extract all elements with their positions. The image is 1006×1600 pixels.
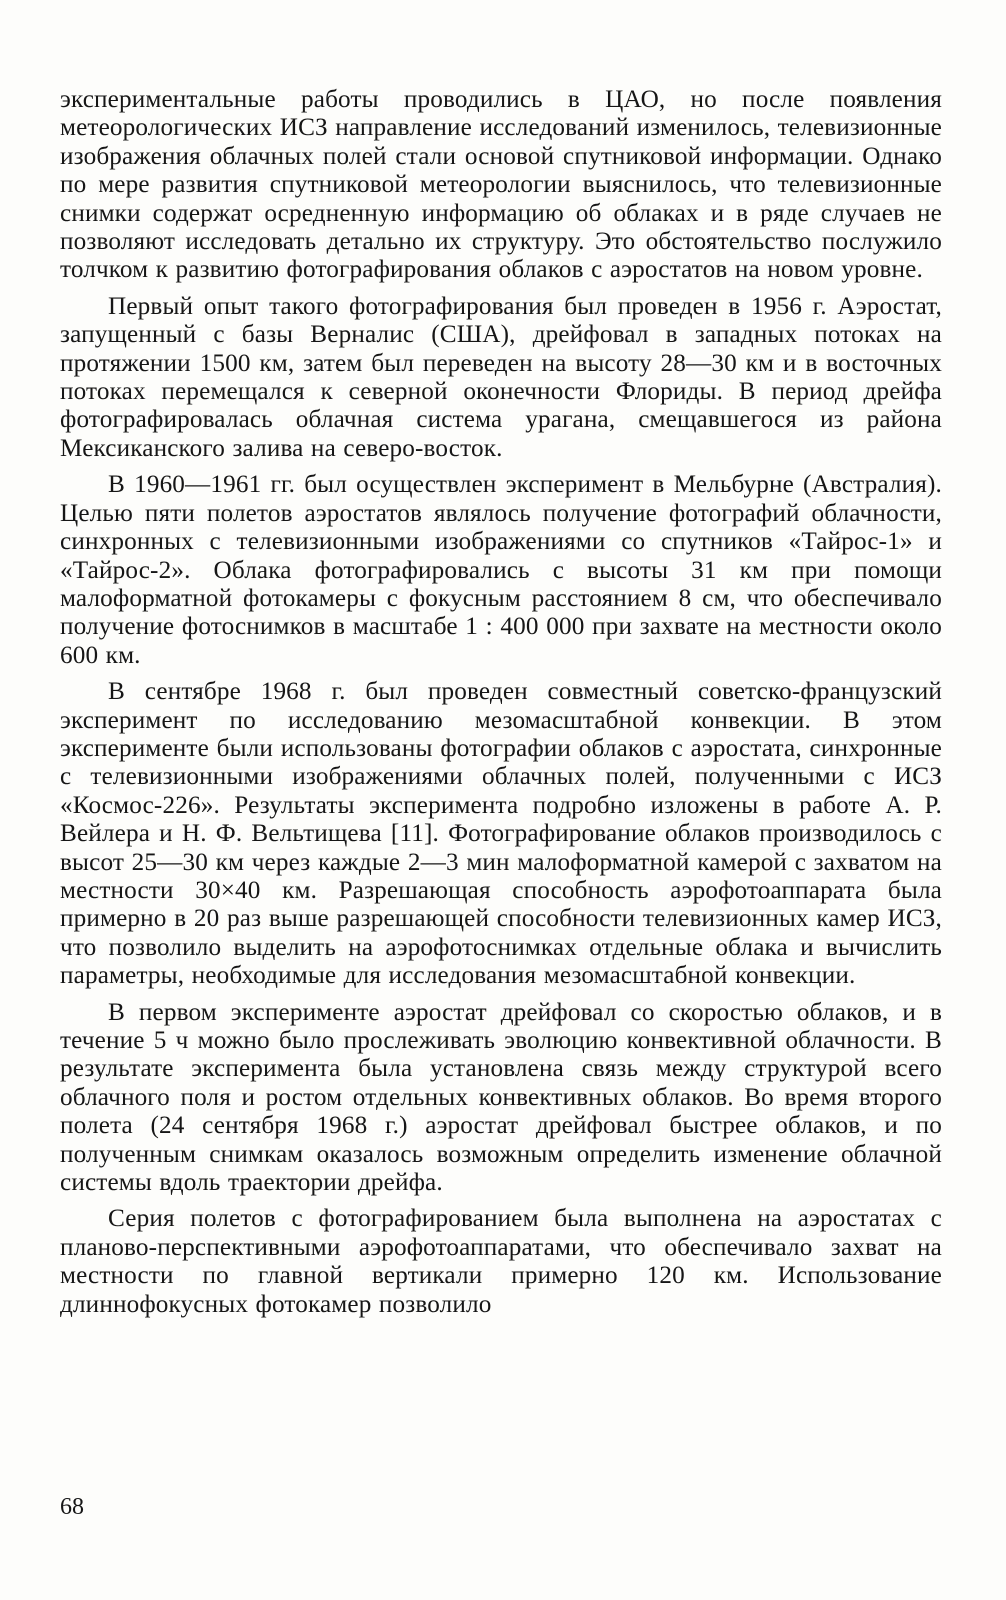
paragraph-first-experience-1956: Первый опыт такого фотографирования был проведен в 1956 г. Аэростат, запущенный с базы Верналис (США), дрейфовал в западных потоках на протяжении 1500 км, затем был переведен на высоту 28—30 км и в восточных потоках перемещался к северной оконечности Флориды. В период дрейфа фотографировалась облачная система урагана, смещавшегося из района Мексиканского залива на северо-восток. [60,292,942,462]
body-text [60,86,942,1319]
paragraph-melbourne-experiment: В 1960—1961 гг. был осуществлен эксперимент в Мельбурне (Австралия). Целью пяти полетов аэростатов являлось получение фотографий облачности, синхронных с телевизионными изображениями со спутников «Тайрос-1» и «Тайрос-2». Облака фотографировались с высоты 31 км при помощи малоформатной фотокамеры с фокусным расстоянием 8 см, что обеспечивало получение фотоснимков в масштабе 1 : 400 000 при захвате на местности около 600 км. [60,471,942,669]
page-number: 68 [60,1494,84,1520]
paragraph-soviet-french-experiment: В сентябре 1968 г. был проведен совместный советско-французский эксперимент по исследованию мезомасштабной конвекции. В этом эксперименте были использованы фотографии облаков с аэростата, синхронные с телевизионными изображениями облачных полей, полученными с ИСЗ «Космос-226». Результаты эксперимента подробно изложены в работе А. Р. Вейлера и Н. Ф. Вельтищева [11]. Фотографирование облаков производилось с высот 25—30 км через каждые 2—3 мин малоформатной камерой с захватом на местности 30×40 км. Разрешающая способность аэрофотоаппарата была примерно в 20 раз выше разрешающей способности телевизионных камер ИСЗ, что позволило выделить на аэрофотоснимках отдельные облака и вычислить параметры, необходимые для исследования мезомасштабной конвекции. [60,678,942,990]
paragraph-continued: экспериментальные работы проводились в ЦАО, но после появления метеорологических ИСЗ направление исследований изменилось, телевизионные изображения облачных полей стали основой спутниковой информации. Однако по мере развития спутниковой метеорологии выяснилось, что телевизионные снимки содержат осредненную информацию об облаках и в ряде случаев не позволяют исследовать детально их структуру. Это обстоятельство послужило толчком к развитию фотографирования облаков с аэростатов на новом уровне. [60,86,942,284]
paragraph-first-drift-results: В первом эксперименте аэростат дрейфовал со скоростью облаков, и в течение 5 ч можно было прослеживать эволюцию конвективной облачности. В результате эксперимента была установлена связь между структурой всего облачного поля и ростом отдельных конвективных облаков. Во время второго полета (24 сентября 1968 г.) аэростат дрейфовал быстрее облаков, и по полученным снимкам оказалось возможным определить изменение облачной системы вдоль траектории дрейфа. [60,998,942,1197]
paragraph-flight-series: Серия полетов с фотографированием была выполнена на аэростатах с планово-перспективными аэрофотоаппаратами, что обеспечивало захват на местности по главной вертикали примерно 120 км. Использование длиннофокусных фотокамер позволило [60,1205,942,1318]
